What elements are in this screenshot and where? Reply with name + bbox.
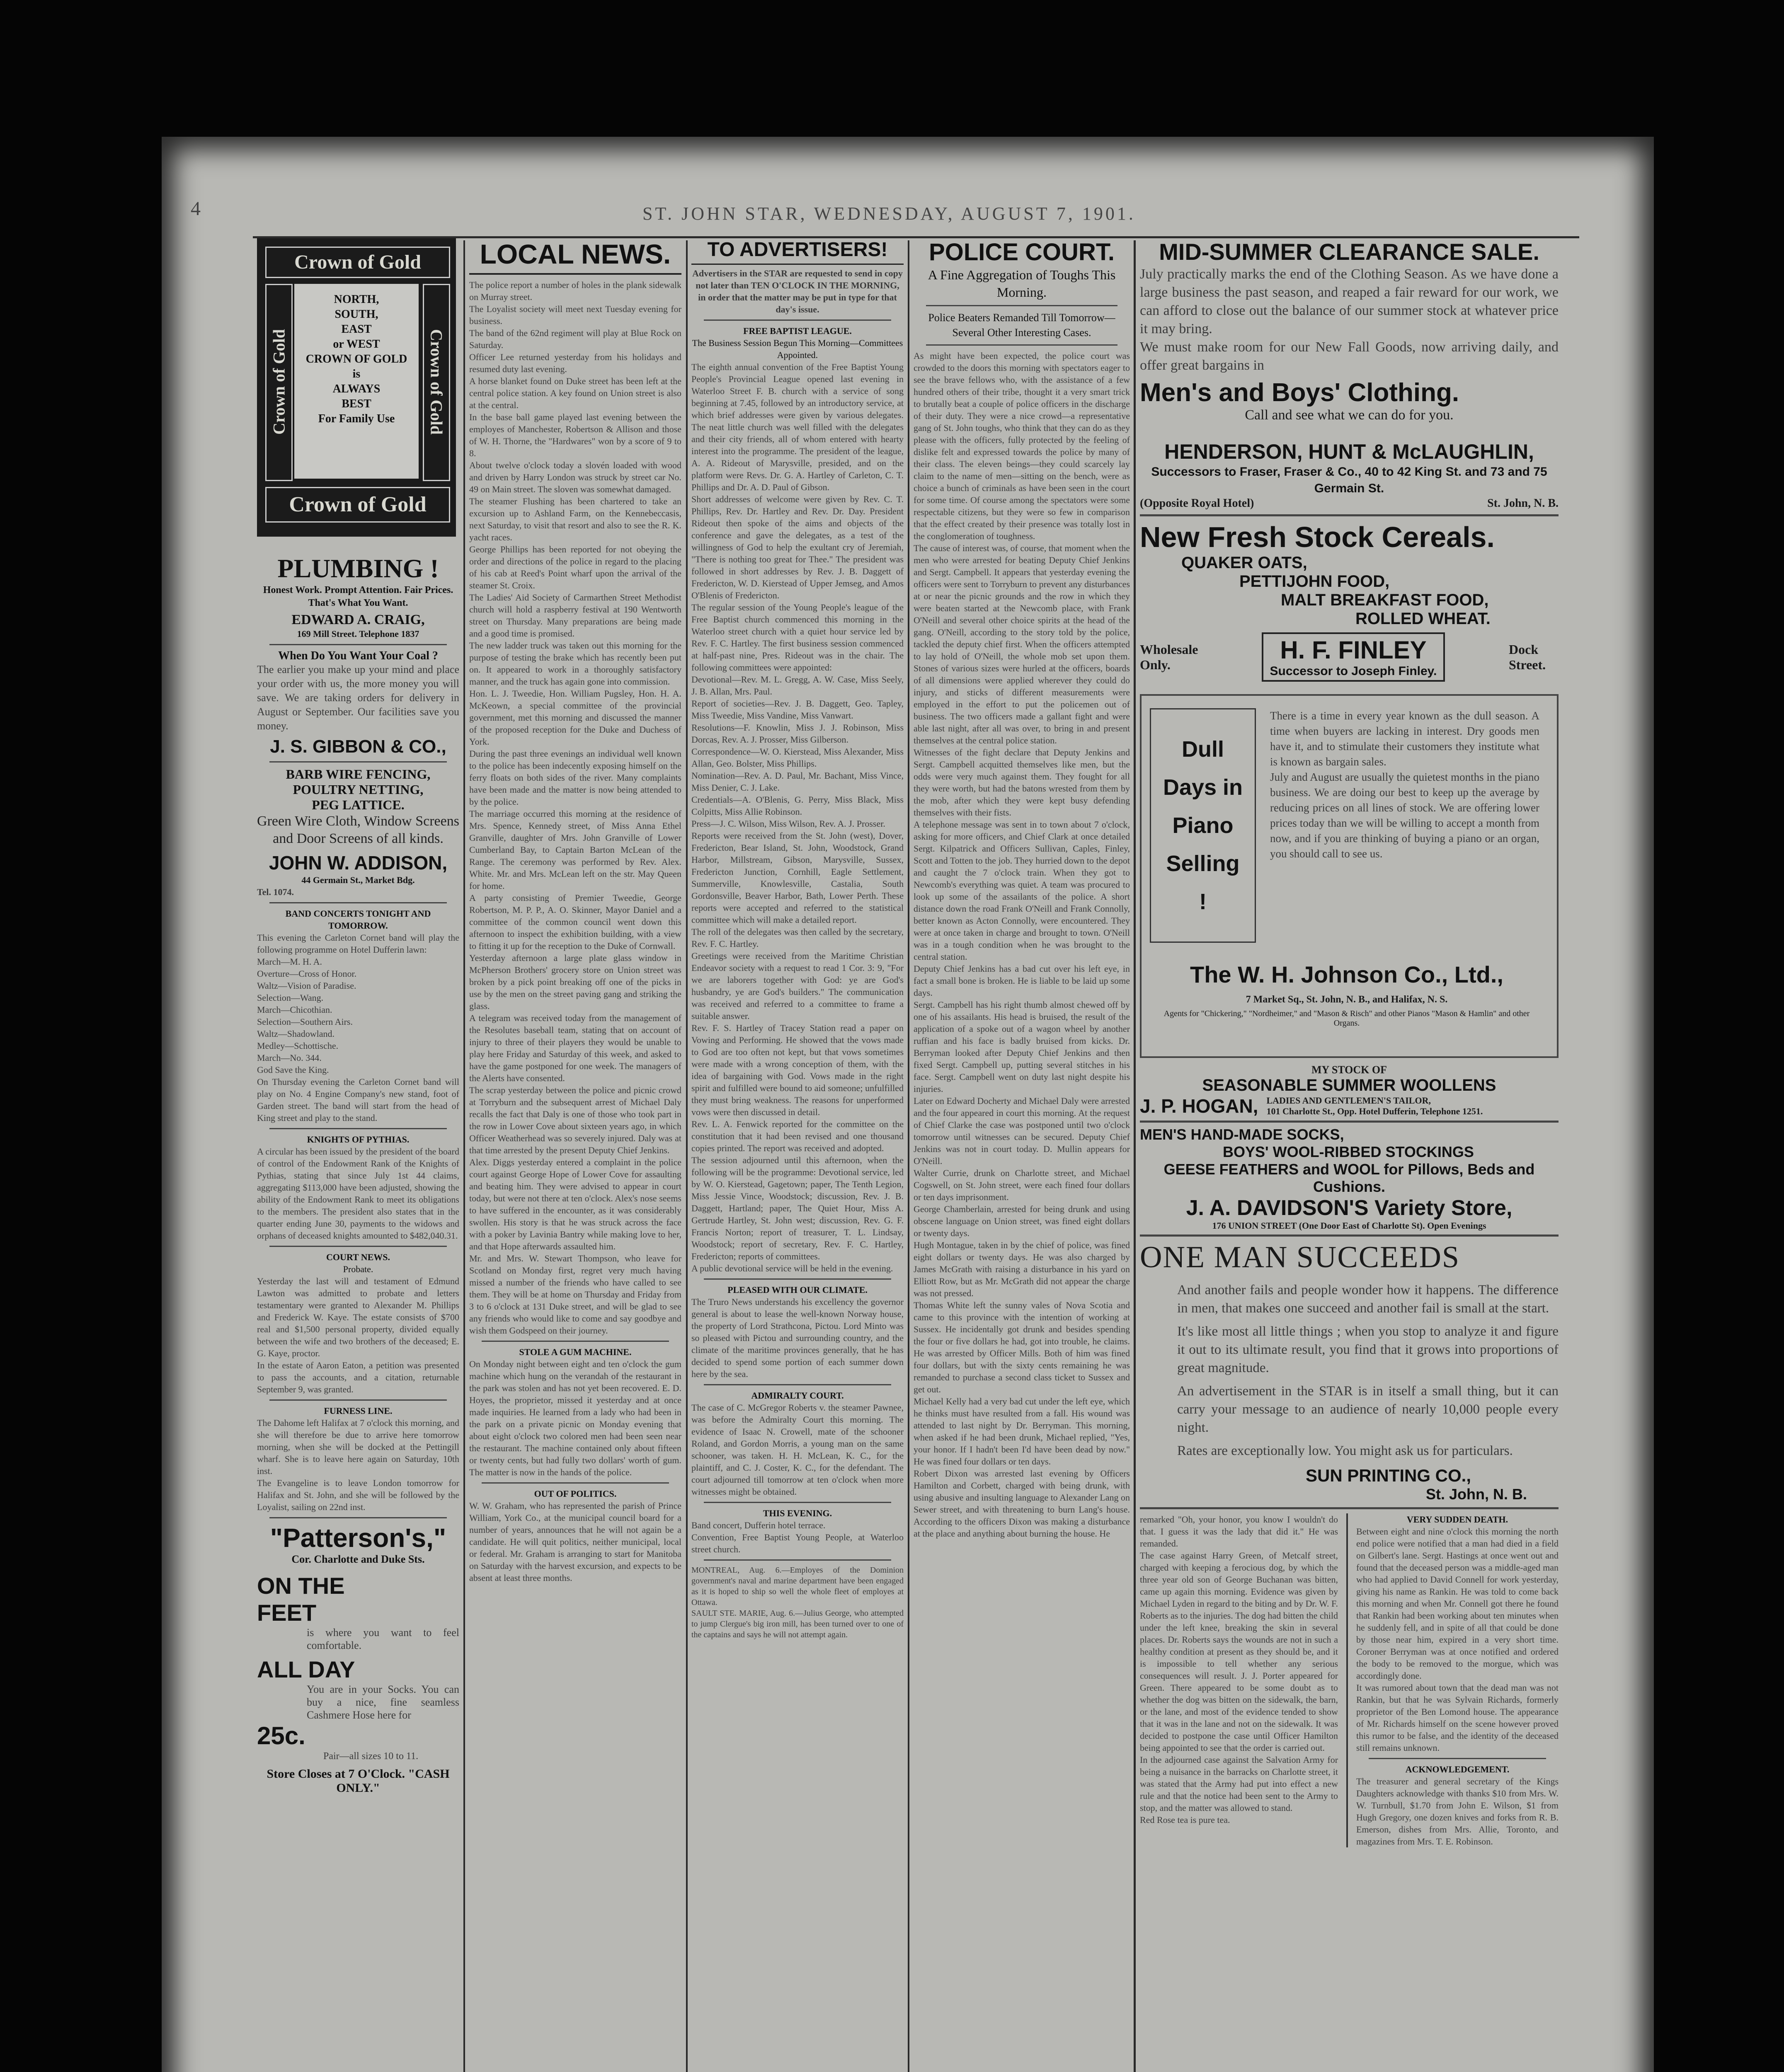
fb-heading: FREE BAPTIST LEAGUE. xyxy=(743,326,852,336)
finley-box xyxy=(1262,632,1445,682)
wholesale-only: Wholesale Only. xyxy=(1140,641,1198,672)
finley-row xyxy=(1140,632,1559,682)
divider xyxy=(269,1517,447,1518)
admiralty-body: The case of C. McGregor Roberts v. the steamer Pawnee, was before the Admiralty Court this morning. The evidence of Isaac N. Crowell, mate of the schooner Roland, and Gordon Morris, a young man on the same schooner, was taken. H. H. McLean, K. C., for the plaintiff, and C. J. Coster, K. C., for the defendant. The court adjourned till tomorrow at ten o'clock when more witnesses might be obtained. xyxy=(691,1402,904,1497)
addison-address: 44 Germain St., Market Bdg. xyxy=(301,875,415,885)
clearance-title: MID-SUMMER CLEARANCE SALE. xyxy=(1159,239,1539,265)
socks-copy: You are in your Socks. You can buy a nice, fine seamless Cashmere Hose here for xyxy=(307,1683,459,1721)
column-rule-inner xyxy=(1346,1513,1348,1847)
masthead-title: ST. JOHN STAR, WEDNESDAY, AUGUST 7, 1901. xyxy=(642,203,1136,224)
wire-line-4: Green Wire Cloth, Window Screens and Door Screens of all kinds. xyxy=(257,813,459,846)
local-news-title: LOCAL NEWS. xyxy=(469,238,681,275)
advertisers-notice: Advertisers in the STAR are requested to send in copy not later than TEN O'CLOCK IN THE MORNING, in order that the matter may be put in type for that day's issue. xyxy=(692,268,903,315)
gum-body: On Monday night between eight and ten o'clock the gum machine which hung on the verandah of the restaurant in the park was stolen and has not yet been recovered. E. D. Hoyes, the proprietor, missed it yesterday and at once made inquiries. He learned from a lady who had been in the park on a private picnic on Monday evening that about eight o'clock two colored men had been seen near the restaurant. The machine contained only about fifteen or twenty cents, but had fully two dollars' worth of gum. The matter is now in the hands of the police. xyxy=(469,1359,681,1477)
davidson-name: J. A. DAVIDSON'S Variety Store, xyxy=(1186,1196,1513,1220)
all-day: ALL DAY xyxy=(257,1656,355,1682)
one-man-succeeds: ONE MAN SUCCEEDS xyxy=(1140,1240,1460,1274)
price: 25c. xyxy=(257,1722,305,1750)
advertisers-title: TO ADVERTISERS! xyxy=(691,238,904,265)
fb-body: The eighth annual convention of the Free Baptist Young People's Provincial League opened last evening in Waterloo Street F. B. church with a service of song beginning at 7.45, followed by an introductory service, at which brief addresses were given by various delegates. The neat little church was well filled with the delegates and their city friends, all of whom entered with hearty interest into the programme. The president of the league, A. A. Rideout of Marysville, presided, and on the platform were Revs. Dr. G. A. Hartley of Carleton, C. T. Phillips and Dr. A. D. Paul of Gibson. Short addresses of welcome were given by Rev. C. T. Phillips, Rev. Dr. Hartley and Rev. Dr. Day. President Rideout then spoke of the aims and objects of the conference and gave the delegates, as a test of the willingness of God to help the exultant cry of Jeremiah, "There is nothing too great for Thee." The president was followed in short addresses by Rev. J. B. Daggett of Fredericton, W. D. Kierstead of Upper Jemseg, and Amos O'Blenis of Fredericton. The regular session of the Young People's league of the Free Baptist church commenced this morning in the Waterloo street church with a quiet hour service led by Rev. F. C. Hartley. The first business session commenced at half-past nine, Pres. Rideout was in the chair. The following committees were appointed: Devotional—Rev. M. L. Gregg, A. W. Case, Miss Seely, J. B. Allan, Mrs. Paul. Report of societies—Rev. J. B. Daggett, Geo. Tapley, Miss Tweedie, Miss Vandine, Miss Vanwart. Resolutions—F. Knowlin, Miss J. J. Robinson, Miss Dorcas, Rev. A. J. Prosser, Miss Gilberson. Correspondence—W. O. Kierstead, Miss Alexander, Miss Allan, Geo. Bolster, Miss Phillips. Nomination—Rev. A. D. Paul, Mr. Bachant, Miss Vince, Miss Denier, C. J. Lake. Credentials—A. O'Blenis, G. Perry, Miss Black, Miss Colpitts, Miss Allie Robinson. Press—J. C. Wilson, Miss Wilson, Rev. A. J. Prosser. Reports were received from the St. John (west), Dover, Fredericton, Bear Island, St. John, Woodstock, Grand Harbor, Millstream, Gibson, Marysville, Sussex, Fredericton Junction, Cornhill, Eagle Settlement, Summerville, Knowlesville, Castalia, South Gordonsville, Beaver Harbor, Bath, Lower Perth. These reports were accepted and referred to the statistical committee which will make a detailed report. The roll of the delegates was then called by the secretary, Rev. F. C. Hartley. Greetings were received from the Maritime Christian Endeavor society with a request to read 1 Cor. 3: 9, "For we are laborers together with God: ye are God's husbandry, ye are God's builders." The communication was received and referred to a committee to frame a suitable answer. Rev. F. S. Hartley of Tracey Station read a paper on Vowing and Performing. He showed that the vows made to God are too often not kept, but that vows sometimes were made with a wrong conception of them, with the idea of bargaining with God. Vows made in the right spirit and fulfilled were bound to aid someone; unfulfilled they must bring weakness. The reasons for unperformed vows were then discussed in detail. Rev. L. A. Fenwick reported for the committee on the constitution that it had been revised and one thousand copies printed. The report was received and adopted. The session adjourned until this afternoon, when the following will be the programme: Devotional service, led by W. O. Kierstead, Gagetown; paper, The Tenth Legion, Miss Jessie Vince, Woodstock; discussion, Rev. J. B. Daggett, Hartland; paper, The Quiet Hour, Miss A. Gertrude Hartley, St. John west; discussion, Rev. G. F. Francis Norton; report of treasurer, T. L. Lindsay, Woodstock; report of secretary, Rev. F. C. Hartley, Fredericton; reports of committees. A public devotional service will be held in the evening. xyxy=(691,362,904,1273)
divider xyxy=(704,1502,891,1503)
divider xyxy=(704,1559,891,1561)
davidson-line-3: GEESE FEATHERS and WOOL for Pillows, Beds and Cushions. xyxy=(1163,1161,1535,1195)
column-rule-3 xyxy=(908,240,909,2072)
politics-heading: OUT OF POLITICS. xyxy=(534,1489,617,1499)
davidson-address: 176 UNION STREET (One Door East of Charlotte St). Open Evenings xyxy=(1212,1220,1486,1231)
cereal-4: ROLLED WHEAT. xyxy=(1355,610,1491,628)
police-court-title: POLICE COURT. xyxy=(929,239,1115,266)
davidson-line-2: BOYS' WOOL-RIBBED STOCKINGS xyxy=(1223,1143,1474,1160)
divider xyxy=(482,1341,669,1342)
one-man-p1: And another fails and people wonder how it happens. The difference in men, that makes one succeed and another fail is small at the start. xyxy=(1177,1283,1559,1316)
pair-sizes: Pair—all sizes 10 to 11. xyxy=(323,1751,419,1762)
local-news-body: The police report a number of holes in the plank sidewalk on Murray street. The Loyalist society will meet next Tuesday evening for business. The band of the 62nd regiment will play at Blue Rock on Saturday. Officer Lee returned yesterday from his holidays and resumed duty last evening. A horse blanket found on Duke street has been left at the central police station. A key found on Union street is also at the central. In the base ball game played last evening between the employes of Manchester, Robertson & Allison and those of W. H. Thorne, the "Hardwares" won by a score of 9 to 8. About twelve o'clock today a slovén loaded with wood and driven by Harry London was struck by street car No. 49 on Main street. The sloven was somewhat damaged. The steamer Flushing has been chartered to take an excursion up to Ashland Farm, on the Kennebeccasis, next Saturday, to visit that resort and also to see the R. K. yacht races. George Phillips has been reported for not obeying the order and directions of the police in regard to the placing of his cab at Reed's Point wharf upon the arrival of the steamer St. Croix. The Ladies' Aid Society of Carmarthen Street Methodist church will hold a raspberry festival at 190 Wentworth street on Thursday. Many preparations are being made and a good time is promised. The new ladder truck was taken out this morning for the purpose of testing the brake which has recently been put on. It appeared to work in a thoroughly satisfactory manner, and the truck has again gone into commission. Hon. L. J. Tweedie, Hon. William Pugsley, Hon. H. A. McKeown, a special committee of the provincial government, met this morning and discussed the manner of the proposed reception for the Duke and Duchess of York. During the past three evenings an individual well known to the police has been indecently exposing himself on the ferry floats on both sides of the river. Many complaints have been made and the matter is now being attended to by the police. The marriage occurred this morning at the residence of Mrs. Spence, Kennedy street, of Miss Anna Ethel Granville, daughter of Mrs. John Granville of Lower Cumberland Bay, to Captain Barton McLean of the Range. The ceremony was performed by Rev. Alex. White. Mr. and Mrs. McLean left on the str. May Queen for home. A party consisting of Premier Tweedie, George Robertson, M. P. P., A. O. Skinner, Mayor Daniel and a committee of the common council went down this afternoon to inspect the exhibition building, with a view to fitting it up for the reception to the Duke of Cornwall. Yesterday afternoon a large plate glass window in McPherson Brothers' grocery store on Union street was broken by a pick point breaking off one of the picks in use by the men on the street paving gang and striking the glass. A telegram was received today from the management of the Resolutes baseball team, stating that on account of injury to three of their players they would be unable to play here Friday and Saturday of this week, and asked to have the game postponed for one week. The managers of the Alerts have consented. The scrap yesterday between the police and picnic crowd at Torryburn and the subsequent arrest of Michael Daly recalls the fact that Daly is one of those who took part in the row in Lower Cove about sixteen years ago, in which Officer Weatherhead was so severely injured. Daly was at that time arrested by the present Deputy Chief Jenkins. Alex. Diggs yesterday entered a complaint in the police court against George Hope of Lower Cove for assaulting and beating him. They were advised to appear in court today, but were not there at ten o'clock. Alex's nose seems to have suffered in the encounter, as it was considerably swollen. His story is that he was struck across the face with a poker by Lavinia Bantry while making love to her, and that Hope afterwards assaulted him. Mr. and Mrs. W. Stewart Thompson, who leave for Scotland on Monday first, regret very much having missed a number of the friends who have called to see them. They will be at home on Thursday and Friday from 3 to 6 o'clock at 131 Duke street, and will be glad to see any friends who would like to come and say goodbye and wish them Godspeed on their journey. xyxy=(469,280,681,1336)
feet-copy: is where you want to feel comfortable. xyxy=(307,1627,459,1651)
sun-city: St. John, N. B. xyxy=(1426,1486,1527,1503)
police-court-sub2: Police Beaters Remanded Till Tomorrow—Several Other Interesting Cases. xyxy=(928,312,1115,339)
court-heading: COURT NEWS. xyxy=(326,1252,390,1262)
addison-name: JOHN W. ADDISON, xyxy=(269,852,448,874)
divider xyxy=(269,761,447,762)
death-body: Between eight and nine o'clock this morning the north end police were notified that a man had died in a field on Gilbert's lane. Sergt. Hastings at once went out and found that the deceased person was a middle-aged man who had applied to David Connell for work yesterday, giving his name as Rankin. He was told to come back this morning and when Mr. Connell got there he found that Rankin had been working about ten minutes when he suddenly fell, and in spite of all that could be done by those near him, expired in a very short time. Coroner Berryman was at once notified and ordered the body to be removed to the morgue, which was accordingly done. It was rumored about town that the dead man was not Rankin, but that he was Sylvain Richards, formerly proprietor of the Ben Lomond house. The appearance of Mr. Richards himself on the scene however proved this rumor to be false, and the identity of the deceased still remains unknown. xyxy=(1356,1526,1559,1753)
death-heading: VERY SUDDEN DEATH. xyxy=(1406,1514,1508,1525)
johnson-agents: Agents for "Chickering," "Nordheimer," and "Mason & Risch" and other Pianos "Mason & Hamlin" and other Organs. xyxy=(1163,1009,1530,1028)
woollens: SEASONABLE SUMMER WOOLLENS xyxy=(1202,1076,1496,1094)
evening-heading: THIS EVENING. xyxy=(763,1508,832,1518)
column-4 xyxy=(914,238,1130,2072)
column-rule-4 xyxy=(1134,240,1136,2072)
finley-successor: Successor to Joseph Finley. xyxy=(1270,664,1437,678)
one-man-p4: Rates are exceptionally low. You might ask us for particulars. xyxy=(1177,1443,1513,1458)
divider xyxy=(704,1384,891,1385)
hogan-name: J. P. HOGAN, xyxy=(1140,1095,1258,1117)
clearance-body: July practically marks the end of the Clothing Season. As we have done a large business the past season, and reaped a fair reward for our work, we can afford to close out the balance of our summer stock at whatever price it may bring. We must make room for our New Fall Goods, now arriving daily, and offer great bargains in xyxy=(1140,266,1559,373)
johnson-address: 7 Market Sq., St. John, N. B., and Halifax, N. S. xyxy=(1246,994,1448,1005)
column-1 xyxy=(257,238,459,2072)
call-and-see: Call and see what we can do for you. xyxy=(1245,407,1454,423)
hhm-name: HENDERSON, HUNT & McLAUGHLIN, xyxy=(1164,440,1534,463)
patterson-address: Cor. Charlotte and Duke Sts. xyxy=(291,1553,425,1565)
piano-ad xyxy=(1140,694,1559,1058)
divider xyxy=(482,1482,669,1484)
ack-body: The treasurer and general secretary of the Kings Daughters acknowledge with thanks $10 from Mrs. W. W. Turnbull, $1.70 from John E. Wilson, $1 from Hugh Gregory, one dozen knives and forks from R. B. Emerson, dishes from Mrs. Allie, Toronto, and magazines from Mrs. T. E. Robinson. xyxy=(1356,1776,1559,1847)
cereal-2: PETTIJOHN FOOD, xyxy=(1239,572,1390,591)
wire-line-3: PEG LATTICE. xyxy=(312,797,405,812)
divider xyxy=(1369,1758,1546,1759)
cereal-3: MALT BREAKFAST FOOD, xyxy=(1281,591,1489,609)
climate-heading: PLEASED WITH OUR CLIMATE. xyxy=(727,1285,868,1295)
police-court-sub1: A Fine Aggregation of Toughs This Morning. xyxy=(928,267,1116,300)
store-closes: Store Closes at 7 O'Clock. "CASH ONLY." xyxy=(267,1767,450,1795)
gum-heading: STOLE A GUM MACHINE. xyxy=(519,1347,632,1357)
piano-body: There is a time in every year known as the dull season. A time when buyers are lacking in interest. Dry goods men have it, and to stimulate their customers they institute what is known as bargain sales. July and August are usually the quietest months in the piano business. We are doing our best to keep up the average by reducing prices on all lines of stock. We are offering lower prices today than we will be willing to accept a month from now, and if you are thinking of buying a piano or an organ, you should call to see us. xyxy=(1270,709,1539,860)
crown-body: NORTH, SOUTH, EAST or WEST CROWN OF GOLD is ALWAYS BEST For Family Use xyxy=(294,284,419,479)
crown-of-gold-ad xyxy=(257,238,456,537)
evening-body: Band concert, Dufferin hotel terrace. Convention, Free Baptist Young People, at Waterloo street church. xyxy=(691,1520,904,1554)
divider xyxy=(269,1399,447,1401)
climate-body: The Truro News understands his excellency the governor general is about to lease the well-known Norway house, the property of Lord Strathcona, Pictou. Lord Minto was so pleased with Pictou and surrounding country, and the climate of the maritime provinces generally, that he has decided to spend some portion of each summer down here by the sea. xyxy=(691,1297,904,1379)
wire-line-1: BARB WIRE FENCING, xyxy=(286,767,431,782)
police-court-body: As might have been expected, the police court was crowded to the doors this morning with spectators eager to see the brave fellows who, with the assistance of a few hundred others of their tribe, thought it a very smart trick to brutally beat a couple of police officers in the discharge of their duty. They were a nice crowd—a representative gang of St. John toughs, who think that they can do as they please with the officers, fully protected by the feeling of dislike felt and expressed towards the police by many of their class. The eleven beings—they could scarcely lay claim to the name of men—sitting on the bench, were as choice a bunch of criminals as have been seen in the court for some time. Of course among the spectators were some respectable citizens, but they were so few in comparison that the effect created by their presence was totally lost in the conglomeration of toughness. The cause of interest was, of course, that moment when the men who were arrested for beating Deputy Chief Jenkins and Sergt. Campbell. It appears that yesterday evening the officers were sent to Torryburn to prevent any disturbances at or near the picnic grounds and the row in which they were beaten started at the Newcomb place, with Frank O'Neill and several other choice spirits at the head of the gang. O'Neill, according to the story told by the police, tackled the deputy chief first. When the officers attempted to lay hold of O'Neill, the whole mob set upon them. Stones of various sizes were hurled at the officers, boards of all dimensions were applied wherever they could do injury, and sticks of different measurements were employed in the effort to put the policemen out of business. The two officers made a gallant fight and were able last night, after all was over, to bring in and present themselves at the central police station. Witnesses of the fight declare that Deputy Jenkins and Sergt. Campbell acquitted themselves like men, but the odds were very much against them. They fought for all they were worth, but had the batons wrested from them by the mob, after which they were kept busy defending themselves with their fists. A telephone message was sent in to town about 7 o'clock, asking for more officers, and Chief Clark at once detailed Sergt. Kilpatrick and Officers Sullivan, Caples, Finley, Scott and Totten to the job. They hurried down to the depot and caught the 7 o'clock train. When they got to Newcomb's everything was quiet. A team was procured to look up some of the assailants of the police. A short distance down the road Frank O'Neill and Frank Connolly, better known as Acton Connolly, were encountered. They were at once taken in charge and brought to town. O'Neill was in a tough condition when he was brought to the central station. Deputy Chief Jenkins has a bad cut over his left eye, in fact a small bone is broken. He is liable to be laid up some days. Sergt. Campbell has his right thumb almost chewed off by one of his assailants. His head is bruised, the result of the application of a spoke out of a wagon wheel by another ruffian and his face is badly bruised from kicks. Dr. Berryman looked after Deputy Chief Jenkins and then fixed Sergt. Campbell up, putting several stitches in his face. Sergt. Campbell went on duty last night despite his injuries. Later on Edward Docherty and Michael Daly were arrested and the four appeared in court this morning. At the request of Chief Clarke the case was postponed until two o'clock tomorrow until witnesses can be secured. Deputy Chief Jenkins was not in court today. D. Mullin appears for O'Neill. Walter Currie, drunk on Charlotte street, and Michael Cogswell, on St. John street, were each fined four dollars or ten days imprisonment. George Chamberlain, arrested for being drunk and using obscene language on Union street, was fined eight dollars or twenty days. Hugh Montague, taken in by the chief of police, was fined eight dollars or twenty days. He was also charged by James McGrath with raising a disturbance in his yard on Elliott Row, but as Mr. McGrath did not appear the charge was not pressed. Thomas White left the sunny vales of Nova Scotia and came to this province with the intention of working at Sussex. He incidentally got drunk and besides spending the four or five dollars he had, got into trouble, he claims. He was arrested by Officer Mills. Both of him was fined four dollars, but with the sixty cents remaining he was remanded to purchase a second class ticket to Sussex and get out. Michael Kelly had a very bad cut under the left eye, which he thinks must have resulted from a fall. His wound was attended to last night by Dr. Berryman. This morning, when asked if he had been drunk, Michael replied, "Yes, your honor. If I hadn't been I'd have been dead by now." He was fined four dollars or ten days. Robert Dixon was arrested last evening by Officers Hamilton and Corbett, charged with being drunk, with using abusive and insulting language to Alexander Lang on Sewer street, and with threatening to burn Lang's house. According to the officers Dixon was making a disturbance at the place and anything about burning the house. He xyxy=(914,351,1130,1539)
sun-printing: SUN PRINTING CO., xyxy=(1306,1466,1471,1485)
hhm-footer xyxy=(1140,497,1559,510)
dull-days: Dull Days in Piano Selling ! xyxy=(1163,737,1243,914)
divider xyxy=(269,902,447,903)
divider xyxy=(926,305,1117,306)
column-3 xyxy=(691,238,904,2072)
furness-heading: FURNESS LINE. xyxy=(324,1406,393,1416)
divider xyxy=(704,320,891,321)
police-court-continued xyxy=(1140,1513,1338,1847)
cereal-1: QUAKER OATS, xyxy=(1181,554,1307,572)
band-body: This evening the Carleton Cornet band will play the following programme on Hotel Dufferin lawn: March—M. H. A. Overture—Cross of Honor. Waltz—Vision of Paradise. Selection—Wang. March—Chicothian. Selection—Southern Airs. Waltz—Shadowland. Medley—Schottische. March—No. 344. God Save the King. On Thursday evening the Carleton Cornet band will play on No. 4 Engine Company's new stand, foot of Garden street. The band will start from the head of King street and play to the stand. xyxy=(257,932,459,1123)
crown-top-banner: Crown of Gold xyxy=(265,247,450,278)
plumbing-title: PLUMBING ! xyxy=(277,554,439,583)
kp-heading: KNIGHTS OF PYTHIAS. xyxy=(307,1134,410,1145)
on-the: ON THE xyxy=(257,1573,345,1599)
divider xyxy=(1140,1121,1559,1123)
crown-side-left: Crown of Gold xyxy=(265,284,293,481)
addison-tel: Tel. 1074. xyxy=(257,887,294,897)
plumbing-name: EDWARD A. CRAIG, xyxy=(291,612,425,627)
death-column xyxy=(1356,1513,1559,1847)
furness-body: The Dahome left Halifax at 7 o'clock this morning, and she will therefore be due to arrive here tomorrow morning, when she will be docked at the Pettingill wharf. She is to leave here again on Saturday, 10th inst. The Evangeline is to leave London tomorrow for Halifax and St. John, and she will be followed by the Loyalist, sailing on 22nd inst. xyxy=(257,1418,459,1512)
admiralty-heading: ADMIRALTY COURT. xyxy=(751,1390,844,1401)
kp-body: A circular has been issued by the president of the board of control of the Endowment Rank of the Knights of Pythias, stating that since July 1st 44 claims, aggregating $113,000 have been adjusted, showing the ability of the Endowment Rank to meet its obligations to the members. The president also states that in the quarter ending June 30, payments to the widows and orphans of deceased knights amounted to $482,040.31. xyxy=(257,1146,459,1241)
coal-heading: When Do You Want Your Coal ? xyxy=(278,649,438,662)
hogan-details xyxy=(1266,1095,1483,1117)
one-man-p3: An advertisement in the STAR is in itself a small thing, but it can carry your message to an audience of nearly 10,000 people every night. xyxy=(1177,1384,1559,1435)
hhm-successors: Successors to Fraser, Fraser & Co., 40 to 42 King St. and 73 and 75 Germain St. xyxy=(1151,465,1547,495)
crown-bottom-banner: Crown of Gold xyxy=(265,487,450,523)
finley-name: H. F. FINLEY xyxy=(1280,636,1427,664)
politics-body: W. W. Graham, who has represented the parish of Prince William, York Co., at the municipal council board for a number of years, announces that he will not again be a candidate. He will quit politics, neither municipal, local or federal. Mr. Graham is arranging to start for Manitoba on Saturday with the harvest excursion, and expects to be absent at least three months. xyxy=(469,1501,681,1583)
plumbing-line: Honest Work. Prompt Attention. Fair Prices. That's What You Want. xyxy=(263,585,453,608)
wire-line-2: POULTRY NETTING, xyxy=(293,782,424,797)
ack-heading: ACKNOWLEDGEMENT. xyxy=(1405,1764,1510,1774)
column-2 xyxy=(469,238,681,2072)
fb-subheading: The Business Session Begun This Morning—Committees Appointed. xyxy=(692,338,903,360)
coal-body: The earlier you make up your mind and place your order with us, the more money you will save. We are taking orders for delivery in August or September. Our facilities save you money. xyxy=(257,663,459,732)
johnson-name: The W. H. Johnson Co., Ltd., xyxy=(1190,961,1503,988)
patterson-name: "Patterson's," xyxy=(270,1523,446,1553)
hogan-tailor: LADIES AND GENTLEMEN'S TAILOR, xyxy=(1266,1095,1431,1106)
newspaper-page xyxy=(162,137,1654,2072)
column-rule-2 xyxy=(686,240,688,2072)
gibbon-name: J. S. GIBBON & CO., xyxy=(270,736,446,757)
divider xyxy=(704,1278,891,1280)
hhm-city: St. John, N. B. xyxy=(1487,497,1559,510)
column-rule-1 xyxy=(463,240,465,2072)
crown-side-right: Crown of Gold xyxy=(423,284,450,481)
mens-clothing: Men's and Boys' Clothing. xyxy=(1140,378,1459,407)
dull-days-box xyxy=(1150,708,1256,943)
divider xyxy=(269,1128,447,1129)
column-5 xyxy=(1140,238,1559,2072)
masthead xyxy=(191,198,1588,228)
band-heading: BAND CONCERTS TONIGHT AND TOMORROW. xyxy=(285,908,431,931)
dispatches: MONTREAL, Aug. 6.—Employes of the Dominion government's naval and marine department have been engaged as it is hoped to ship so well the whole fleet of employes at Ottawa. SAULT STE. MARIE, Aug. 6.—Julius George, who attempted to jump Clergue's big iron mill, has been turned over to one of the captains and says he will not attempt again. xyxy=(691,1566,904,1639)
court-subheading: Probate. xyxy=(343,1264,373,1274)
davidson-line-1: MEN'S HAND-MADE SOCKS, xyxy=(1140,1126,1344,1143)
divider xyxy=(269,1246,447,1247)
divider xyxy=(269,644,447,645)
divider xyxy=(1140,514,1559,516)
court-body: Yesterday the last will and testament of Edmund Lawton was admitted to probate and letters testamentary were granted to Alexander M. Phillips and Frederick W. Kaye. The estate consists of $700 real and $1,500 personal property, divided equally between the wife and two brothers of the deceased; E. G. Kaye, proctor. In the estate of Aaron Eaton, a petition was presented to pass the accounts, and a citation, returnable September 9, was granted. xyxy=(257,1276,459,1394)
hhm-opposite: (Opposite Royal Hotel) xyxy=(1140,497,1254,510)
hogan-address: 101 Charlotte St., Opp. Hotel Dufferin, Telephone 1251. xyxy=(1266,1106,1483,1116)
one-man-p2: It's like most all little things ; when you stop to analyze it and figure it out to its ultimate result, you find that it grows into proportions of great magnitude. xyxy=(1177,1324,1559,1375)
feet: FEET xyxy=(257,1600,317,1626)
divider xyxy=(926,344,1117,346)
plumbing-address: 169 Mill Street. Telephone 1837 xyxy=(297,629,419,639)
cereal-title: New Fresh Stock Cereals. xyxy=(1140,521,1495,553)
bottom-split xyxy=(1140,1513,1559,1847)
divider xyxy=(1140,1234,1559,1237)
divider xyxy=(1140,1507,1559,1509)
dock-street: Dock Street. xyxy=(1509,641,1546,672)
page-number: 4 xyxy=(191,198,201,220)
hogan-row xyxy=(1140,1095,1559,1117)
stock-of: MY STOCK OF xyxy=(1311,1064,1387,1076)
police-continued-body: remarked "Oh, your honor, you know I wouldn't do that. I guess it was the lady that did it." He was remanded. The case against Harry Green, of Metcalf street, charged with keeping a ferocious dog, by which the three year old son of George Buchanan was bitten, came up again this morning. Evidence was given by Michael Lyden in regard to the biting and by Dr. W. F. Roberts as to the injuries. The dog had bitten the child under the left knee, breaking the skin in several places. Dr. Roberts says the wounds are not in such a healthy condition at present as they should be, and it is impossible to tell whether any serious consequences will result. J. J. Porter appeared for Green. There appeared to be some doubt as to whether the dog was bitten on the sidewalk, the barn, or the lane, and most of the evidence tended to show that it was in the lane and not on the sidewalk. It was decided to postpone the case until Officer Hamilton being appointed to see that the order is carried out. In the adjourned case against the Salvation Army for being a nuisance in the barracks on Charlotte street, it was stated that the Army had put into effect a new rule and that the notice had been sent to the Army to stop, and the matter was allowed to stand. Red Rose tea is pure tea. xyxy=(1140,1514,1338,1825)
